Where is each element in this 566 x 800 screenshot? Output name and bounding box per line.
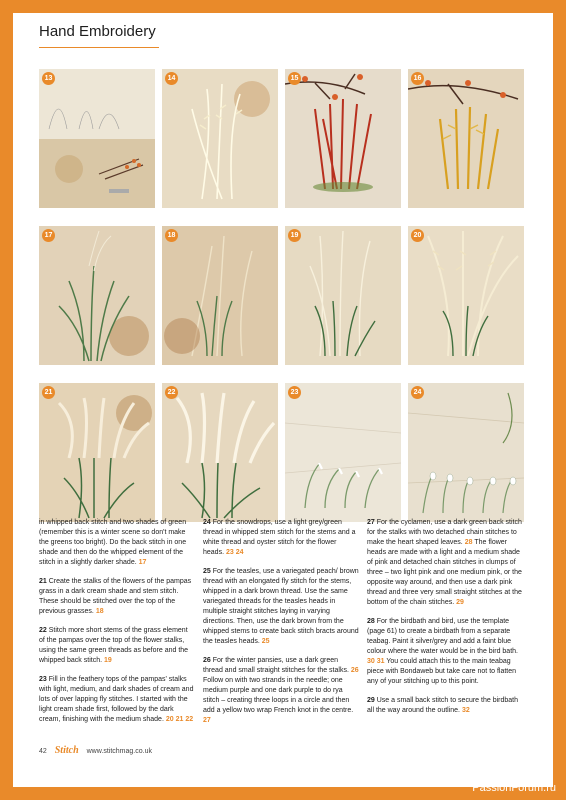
step-number-badge: 21 bbox=[42, 386, 55, 399]
paragraph: 27 For the cyclamen, use a dark green back stitch for the stalks with two detached chain stitches to make the heart shaped leaves. 28 The flower heads are made with a light and a medium shade of pink and detached chain stitches in clumps of three – two light pink and one medium pink, or the opposite way around, and then use a dark pink thread and three very small straight stitches at the bottom of the chain stitches. 29 bbox=[367, 519, 522, 606]
paragraph: 26 For the winter pansies, use a dark green thread and small straight stitches for the stalks. 26 Follow on with two strands in the needle; one medium purple and one dark purple to do rya stitch – creating three loops in a circle and then add a yellow two wrap French knot in the centre. 27 bbox=[203, 657, 359, 724]
embroidery-image bbox=[285, 226, 401, 365]
photo-step-15 bbox=[285, 69, 401, 208]
photo-step-16 bbox=[408, 69, 524, 208]
paragraph: in whipped back stitch and two shades of green (remember this is a winter scene so don't make the greens too bright). Do the back stitch in one shade and then do the whipped element of the stitch in a slightly darker shade. 17 bbox=[39, 519, 187, 566]
photo-ref: 18 bbox=[95, 608, 104, 615]
magazine-logo: Stitch bbox=[54, 745, 79, 756]
page-footer bbox=[39, 745, 152, 756]
photo-step-23 bbox=[285, 383, 401, 522]
step-number-badge: 22 bbox=[165, 386, 178, 399]
photo-ref: 17 bbox=[138, 559, 147, 566]
paragraph: 24 For the snowdrops, use a light grey/green thread in whipped stem stitch for the stems and a white thread and oyster stitch for the flower heads. 23 24 bbox=[203, 519, 356, 556]
step-number: 23 bbox=[39, 676, 47, 683]
website-link[interactable]: www.stitchmag.co.uk bbox=[86, 748, 152, 755]
photo-ref: 23 24 bbox=[225, 549, 244, 556]
embroidery-image bbox=[285, 383, 401, 522]
text-column-1 bbox=[39, 518, 195, 734]
photo-ref: 29 bbox=[456, 599, 464, 606]
step-number-badge: 23 bbox=[288, 386, 301, 399]
embroidery-image bbox=[39, 383, 155, 522]
photo-step-18 bbox=[162, 226, 278, 365]
embroidery-image bbox=[162, 383, 278, 522]
step-number-badge: 14 bbox=[165, 72, 178, 85]
photo-step-14 bbox=[162, 69, 278, 208]
photo-ref: 20 21 22 bbox=[165, 716, 194, 723]
embroidery-image bbox=[408, 383, 524, 522]
embroidery-image bbox=[285, 69, 401, 208]
photo-ref: 32 bbox=[461, 707, 470, 714]
photo-ref: 25 bbox=[261, 638, 270, 645]
embroidery-image bbox=[408, 226, 524, 365]
photo-ref: 27 bbox=[203, 717, 211, 724]
paragraph: 23 Fill in the feathery tops of the pampas' stalks with light, medium, and dark shades of cream and lots of over lapping fly stitches. I started with the light cream shade first, followed by the dark cream, finishing with the medium shade. 20 21 22 bbox=[39, 676, 194, 723]
magazine-page bbox=[13, 13, 553, 787]
step-number: 25 bbox=[203, 568, 211, 575]
photo-step-24 bbox=[408, 383, 524, 522]
photo-ref: 30 31 bbox=[367, 658, 385, 665]
step-number-badge: 19 bbox=[288, 229, 301, 242]
step-number: 21 bbox=[39, 578, 47, 585]
step-number-badge: 15 bbox=[288, 72, 301, 85]
photo-step-13 bbox=[39, 69, 155, 208]
photo-ref: 26 bbox=[350, 667, 359, 674]
embroidery-image bbox=[408, 69, 524, 208]
embroidery-image bbox=[39, 226, 155, 365]
photo-ref: 19 bbox=[104, 657, 112, 664]
embroidery-image bbox=[162, 69, 278, 208]
paragraph: 21 Create the stalks of the flowers of the pampas grass in a dark cream shade and stem stitch. These should be stitched over the top of the previous grasses. 18 bbox=[39, 578, 192, 615]
paragraph: 29 Use a small back stitch to secure the birdbath all the way around the outline. 32 bbox=[367, 697, 518, 714]
step-number-badge: 16 bbox=[411, 72, 424, 85]
step-number: 29 bbox=[367, 697, 375, 704]
watermark: PassionForum.ru bbox=[472, 782, 556, 794]
photo-step-19 bbox=[285, 226, 401, 365]
step-number: 22 bbox=[39, 627, 47, 634]
embroidery-image bbox=[162, 226, 278, 365]
text-column-2 bbox=[203, 518, 359, 735]
paragraph: 22 Stitch more short stems of the grass element of the pampas over the top of the flower stalks, using the same green threads as before and the whipped back stitch. 19 bbox=[39, 627, 189, 664]
photo-step-20 bbox=[408, 226, 524, 365]
step-number: 27 bbox=[367, 519, 375, 526]
page-number: 42 bbox=[39, 748, 47, 755]
paragraph: 28 For the birdbath and bird, use the template (page 61) to create a birdbath from a separate teabag. Paint it silver/grey and add a faint blue colour where the water would be in the bird bath. 30 31 You could attach this to the main teabag piece with Bondaweb but take care not to flatten any of your stitching up to this point. bbox=[367, 618, 518, 685]
photo-step-22 bbox=[162, 383, 278, 522]
step-number: 26 bbox=[203, 657, 211, 664]
text-column-3 bbox=[367, 518, 523, 725]
step-number-badge: 13 bbox=[42, 72, 55, 85]
step-number-badge: 24 bbox=[411, 386, 424, 399]
photo-step-21 bbox=[39, 383, 155, 522]
photo-step-17 bbox=[39, 226, 155, 365]
step-number-badge: 20 bbox=[411, 229, 424, 242]
step-number-badge: 17 bbox=[42, 229, 55, 242]
step-number: 28 bbox=[367, 618, 375, 625]
title-rule bbox=[39, 47, 159, 48]
step-number: 24 bbox=[203, 519, 211, 526]
photo-ref: 28 bbox=[464, 539, 473, 546]
paragraph: 25 For the teasles, use a variegated peach/ brown thread with an elongated fly stitch for the stems, whipped in a dark brown thread. Use the same variegated threads for the teasles heads in multiple straight stitches laying in varying directions. Then, use the dark brown from the whipped stems to create back stitch bracts around the teasles heads. 25 bbox=[203, 568, 359, 645]
sketch-image bbox=[39, 69, 155, 208]
section-title: Hand Embroidery bbox=[39, 23, 156, 40]
step-number-badge: 18 bbox=[165, 229, 178, 242]
